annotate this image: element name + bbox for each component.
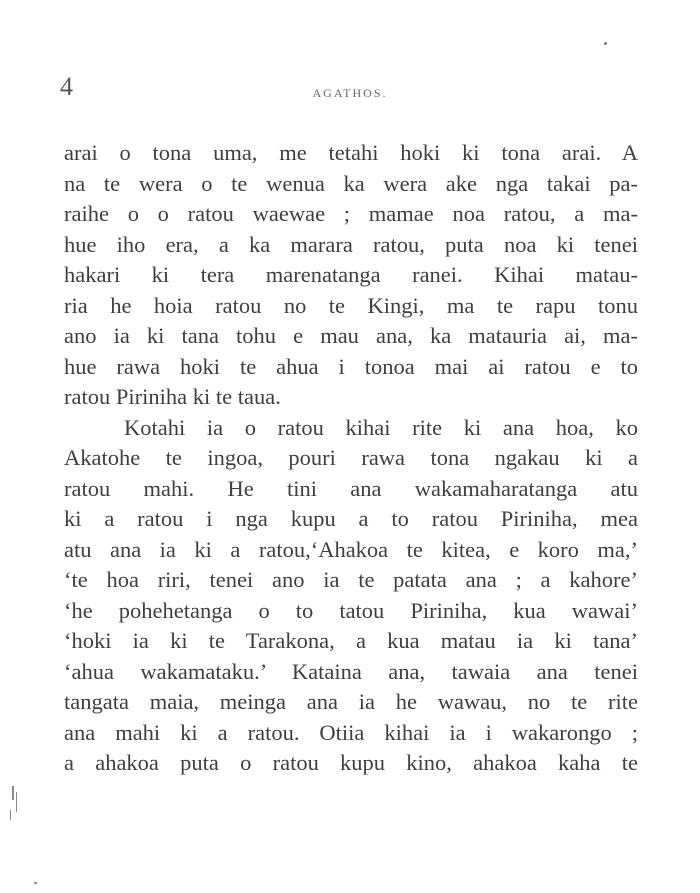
text-line: arai o tona uma, me tetahi hoki ki tona arai. A — [64, 140, 638, 165]
text-line: ‘hoki ia ki te Tarakona, a kua matau ia ki tana’ — [64, 628, 638, 653]
text-line: ratou mahi. He tini ana wakamaharatanga atu — [64, 475, 638, 501]
print-speck — [604, 42, 607, 45]
text-line: hue rawa hoki te ahua i tonoa mai ai ratou e to — [64, 353, 638, 379]
text-line: na te wera o te wenua ka wera ake nga takai pa- — [64, 170, 638, 196]
text-line: ana mahi ki a ratou. Otiia kihai ia i wakarongo ; — [64, 719, 638, 745]
text-line: ratou Piriniha ki te taua. — [64, 384, 281, 409]
text-line: hakari ki tera marenatanga ranei. Kihai matau- — [64, 262, 638, 287]
text-line: ki a ratou i nga kupu a to ratou Piriniha, mea — [64, 506, 638, 531]
text-line: ‘he pohehetanga o to tatou Piriniha, kua wawai’ — [64, 597, 638, 623]
running-head: AGATHOS. — [312, 86, 388, 100]
text-line: raihe o o ratou waewae ; mamae noa ratou, a ma- — [64, 201, 638, 226]
text-line: ‘ahua wakamataku.’ Kataina ana, tawaia ana tenei — [64, 658, 638, 684]
text-line: Akatohe te ingoa, pouri rawa tona ngakau ki a — [64, 445, 638, 470]
text-line: atu ana ia ki a ratou,‘Ahakoa te kitea, e koro ma,’ — [64, 536, 638, 562]
page-number: 4 — [60, 72, 73, 101]
text-line: ‘te hoa riri, tenei ano ia te patata ana ; a kahore’ — [64, 567, 638, 592]
text-line: a ahakoa puta o ratou kupu kino, ahakoa kaha te — [64, 750, 638, 775]
text-line: ano ia ki tana tohu e mau ana, ka matauria ai, ma- — [64, 323, 638, 348]
text-line: ria he hoia ratou no te Kingi, ma te rapu tonu — [64, 292, 638, 318]
text-line: hue iho era, a ka marara ratou, puta noa ki tenei — [64, 231, 638, 257]
margin-marks — [6, 780, 24, 840]
print-speck — [34, 882, 37, 884]
text-line: Kotahi ia o ratou kihai rite ki ana hoa, ko — [124, 414, 638, 440]
text-line: tangata maia, meinga ana ia he wawau, no te rite — [64, 689, 638, 714]
body-text — [64, 138, 638, 779]
